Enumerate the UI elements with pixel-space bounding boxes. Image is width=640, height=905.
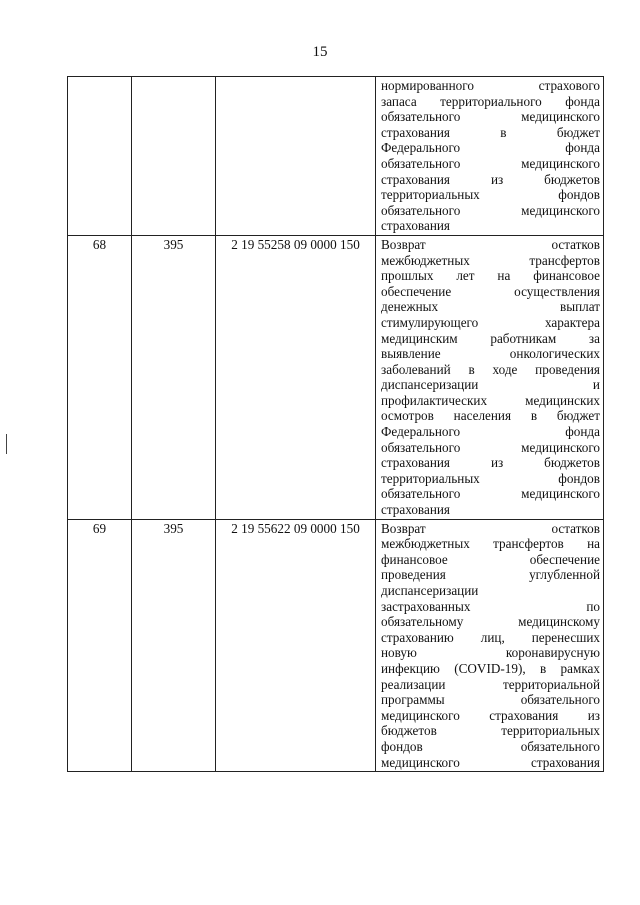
description-line: страхования [381, 218, 450, 234]
description-line: выявление онкологических [381, 346, 600, 362]
table-row [68, 235, 604, 519]
description-line: медицинского страхования [381, 754, 600, 770]
description-line: Федерального фонда [381, 424, 600, 440]
description-line: бюджетов территориальных [381, 723, 600, 739]
description-line: Федерального фонда [381, 140, 600, 156]
description-line: обеспечение осуществления [381, 283, 600, 299]
budget-codes-table [67, 76, 604, 772]
row-number: 68 [92, 236, 107, 252]
row-number [68, 77, 131, 78]
description-line: нормированного страхового [381, 78, 600, 93]
admin-code: 395 [163, 520, 184, 536]
description-line: заболеваний в ходе проведения [381, 361, 600, 377]
description-cell [376, 235, 604, 519]
description-line: обязательному медицинскому [381, 614, 600, 630]
description-line: фондов обязательного [381, 738, 600, 754]
description-cell [376, 519, 604, 772]
description-line: профилактических медицинских [381, 392, 600, 408]
description-line: стимулирующего характера [381, 314, 600, 330]
table-row [68, 519, 604, 772]
description-line: страхованию лиц, перенесших [381, 629, 600, 645]
description-line: Возврат остатков [381, 520, 600, 536]
row-number-cell [68, 235, 132, 519]
description-line: межбюджетных трансфертов [381, 252, 600, 268]
description-line: диспансеризации и [381, 377, 600, 393]
description-cell [376, 77, 604, 236]
description-line: медицинского страхования из [381, 707, 600, 723]
description [376, 236, 603, 519]
row-number-cell [68, 519, 132, 772]
description-line: медицинским работникам за [381, 330, 600, 346]
description-line: страхования [381, 502, 450, 518]
description-line: программы обязательного [381, 692, 600, 708]
description-line: застрахованных по [381, 598, 600, 614]
description-line: межбюджетных трансфертов на [381, 536, 600, 552]
description-line: проведения углубленной [381, 567, 600, 583]
description [376, 520, 603, 772]
admin-code-cell [132, 519, 216, 772]
admin-code-cell [132, 235, 216, 519]
description-line: реализации территориальной [381, 676, 600, 692]
description-line: финансовое обеспечение [381, 551, 600, 567]
admin-code [132, 77, 215, 78]
description-line: осмотров населения в бюджет [381, 408, 600, 424]
description-line: запаса территориального фонда [381, 93, 600, 109]
description-line: Возврат остатков [381, 236, 600, 252]
description-line: новую коронавирусную [381, 645, 600, 661]
description [376, 77, 603, 235]
description-line: страхования в бюджет [381, 124, 600, 140]
kbk-code [216, 77, 375, 78]
page-number: 15 [312, 44, 328, 60]
kbk-cell [216, 519, 376, 772]
admin-code-cell [132, 77, 216, 236]
description-line: прошлых лет на финансовое [381, 268, 600, 284]
description-line: обязательного медицинского [381, 439, 600, 455]
table-row [68, 77, 604, 236]
description-line: территориальных фондов [381, 470, 600, 486]
description-line: обязательного медицинского [381, 109, 600, 125]
description-line: обязательного медицинского [381, 202, 600, 218]
description-line: инфекцию (COVID-19), в рамках [381, 660, 600, 676]
description-line: обязательного медицинского [381, 155, 600, 171]
description-line: территориальных фондов [381, 187, 600, 203]
admin-code: 395 [163, 236, 184, 252]
description-line: обязательного медицинского [381, 486, 600, 502]
description-line: денежных выплат [381, 299, 600, 315]
row-number-cell [68, 77, 132, 236]
kbk-cell [216, 77, 376, 236]
description-line: диспансеризации [381, 583, 479, 598]
row-number: 69 [92, 520, 107, 536]
kbk-cell [216, 235, 376, 519]
kbk-code: 2 19 55622 09 0000 150 [231, 520, 360, 536]
scan-edge-mark [6, 434, 7, 454]
description-line: страхования из бюджетов [381, 455, 600, 471]
description-line: страхования из бюджетов [381, 171, 600, 187]
kbk-code: 2 19 55258 09 0000 150 [231, 236, 360, 252]
